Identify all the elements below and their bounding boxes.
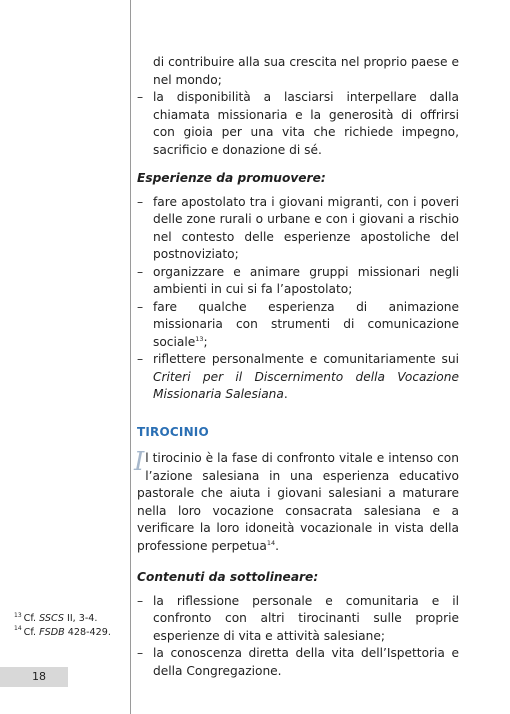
section-heading-tirocinio: TIROCINIO xyxy=(137,424,209,439)
footnote-ref-14: 14 xyxy=(266,538,276,547)
italic-title: Criteri per il Discernimento della Vocazione Missionaria Salesiana xyxy=(153,369,459,401)
drop-cap: I xyxy=(134,447,145,477)
main-text-column xyxy=(134,54,459,680)
list-item xyxy=(137,351,459,404)
subheading-esperienze: Esperienze da promuovere: xyxy=(137,171,326,185)
punctuation: ; xyxy=(203,334,208,349)
punctuation: . xyxy=(275,538,279,553)
list-item-continued: di contribuire alla sua crescita nel proprio paese e nel mondo; xyxy=(153,55,459,87)
list-item: – la riflessione personale e comunitaria e il confronto con altri tirocinanti sulle proprie esperienze di vita e attività salesiane; xyxy=(137,593,459,646)
punctuation: . xyxy=(283,387,288,401)
contenuti-list xyxy=(137,593,459,681)
list-item: – organizzare e animare gruppi missionari negli ambienti in cui si fa l’apostolato; xyxy=(137,264,459,299)
page-number: 18 xyxy=(32,670,46,683)
list-item: – la conoscenza diretta della vita dell’Ispettoria e della Congregazione. xyxy=(137,645,459,680)
margin-rule xyxy=(130,0,131,714)
esperienze-list xyxy=(137,194,459,404)
intro-list xyxy=(137,54,459,159)
tirocinio-paragraph xyxy=(134,447,459,555)
list-item-text: riflettere personalmente e comunitariamente sui xyxy=(153,352,459,366)
footnote-14: $^{14}$ Cf. FSDB 428-429. xyxy=(14,625,111,638)
footnotes xyxy=(14,612,126,639)
list-item: – la disponibilità a lasciarsi interpellare dalla chiamata missionaria e la generosità di offrirsi con gioia per una vita che richiede impegno, sacrificio e donazione di sé. xyxy=(137,89,459,159)
list-item: – fare apostolato tra i giovani migranti, con i poveri delle zone rurali o urbane e con i giovani a rischio nel contesto delle esperienze apostoliche del postnoviziato; xyxy=(137,194,459,264)
subheading-contenuti: Contenuti da sottolineare: xyxy=(137,570,319,584)
paragraph-text: l tirocinio è la fase di confronto vitale e intenso con l’azione salesiana in una esperienza educativo pastorale che aiuta i giovani salesiani a maturare nella loro vocazione consacrata salesiana e a verificare la loro idoneità vocazionale in vista della professione perpetua xyxy=(137,451,459,553)
page-number-box xyxy=(0,667,68,687)
list-item-text: fare qualche esperienza di animazione missionaria con strumenti di comunicazione sociale xyxy=(153,299,459,349)
footnote-13: $^{13}$ Cf. SSCS II, 3-4. xyxy=(14,611,98,624)
footnote-ref-13: 13 xyxy=(195,334,204,343)
list-item xyxy=(137,299,459,352)
